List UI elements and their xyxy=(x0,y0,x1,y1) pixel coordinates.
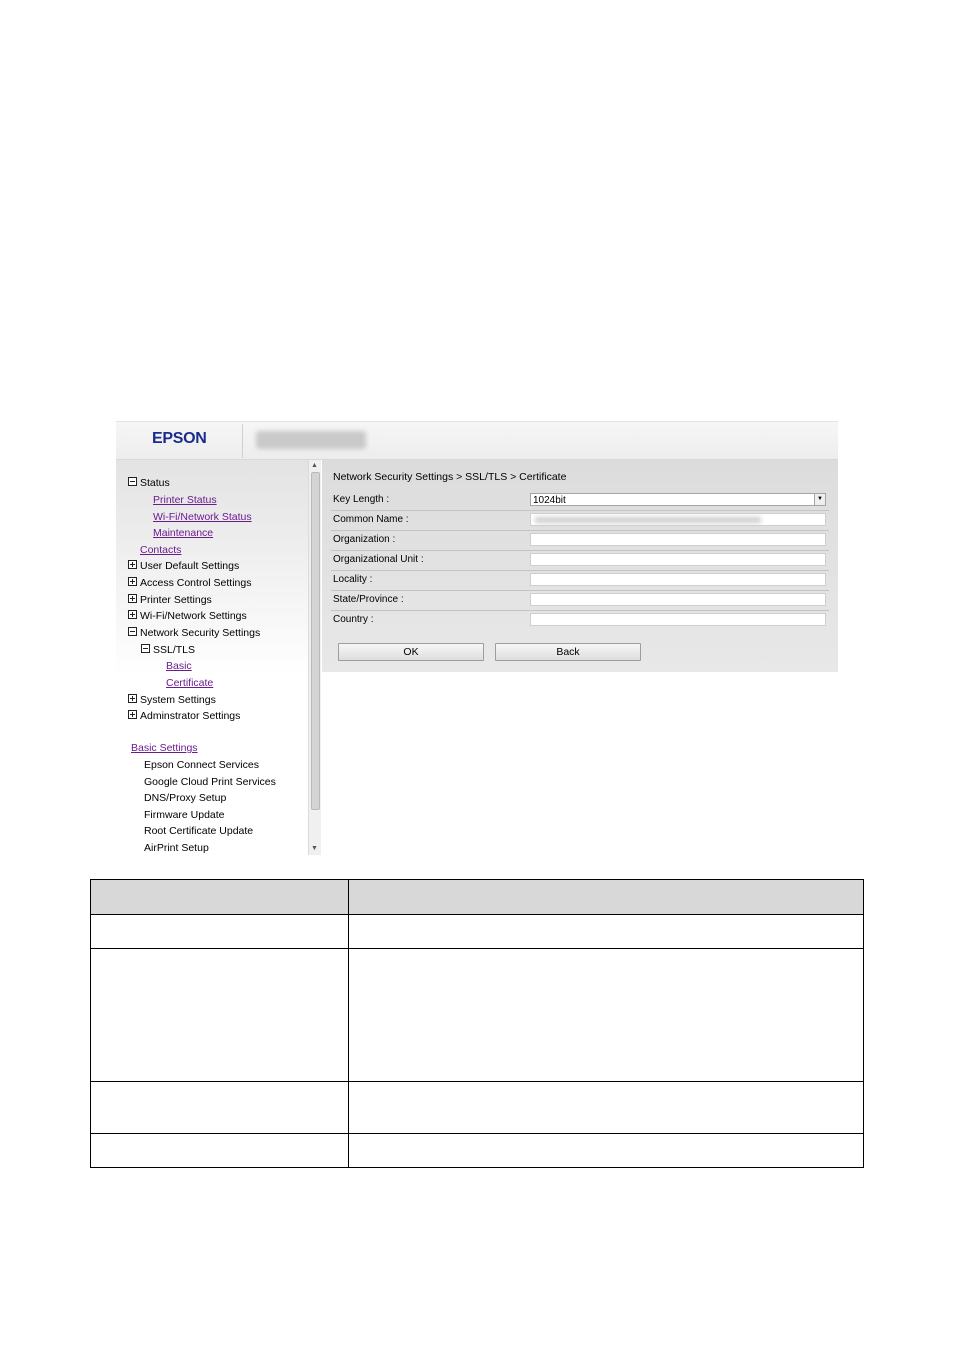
locality-field[interactable] xyxy=(530,573,826,586)
form-row-key-length xyxy=(331,491,829,511)
sidebar-link-basic[interactable]: Basic xyxy=(166,660,192,672)
printer-web-config-screenshot xyxy=(116,421,838,855)
ok-button[interactable]: OK xyxy=(338,643,484,661)
chevron-down-icon[interactable]: ▼ xyxy=(814,494,825,505)
table-cell xyxy=(349,949,864,1082)
table-cell xyxy=(349,1134,864,1168)
sidebar-item-root-certificate-update[interactable]: Root Certificate Update xyxy=(144,825,254,837)
common-name-field[interactable] xyxy=(530,513,826,526)
sidebar-scrollbar[interactable] xyxy=(308,460,321,855)
expand-icon[interactable] xyxy=(128,694,137,703)
state-province-label: State/Province : xyxy=(333,594,404,605)
organization-field[interactable] xyxy=(530,533,826,546)
main-content xyxy=(322,460,838,855)
table-cell xyxy=(349,1082,864,1134)
table-header-row xyxy=(91,880,864,915)
common-name-label: Common Name : xyxy=(333,514,409,525)
sidebar-item-user-default-settings[interactable]: User Default Settings xyxy=(128,559,239,573)
sidebar-link-printer-status[interactable]: Printer Status xyxy=(153,494,217,506)
scroll-thumb[interactable] xyxy=(311,472,320,810)
country-label: Country : xyxy=(333,614,374,625)
sidebar-link-wifi-network-status[interactable]: Wi-Fi/Network Status xyxy=(153,511,252,523)
organizational-unit-label: Organizational Unit : xyxy=(333,554,424,565)
organizational-unit-field[interactable] xyxy=(530,553,826,566)
sidebar-item-ssl-tls[interactable]: SSL/TLS xyxy=(141,643,195,657)
table-header-cell xyxy=(349,880,864,915)
expand-icon[interactable] xyxy=(128,594,137,603)
form-row-common-name xyxy=(331,511,829,531)
table-row xyxy=(91,915,864,949)
form-row-country xyxy=(331,611,829,630)
collapse-icon[interactable] xyxy=(128,627,137,636)
table-row xyxy=(91,1082,864,1134)
expand-icon[interactable] xyxy=(128,610,137,619)
back-button[interactable]: Back xyxy=(495,643,641,661)
state-province-field[interactable] xyxy=(530,593,826,606)
sidebar-link-basic-settings[interactable]: Basic Settings xyxy=(131,742,198,754)
table-cell xyxy=(91,1082,349,1134)
organization-label: Organization : xyxy=(333,534,396,545)
expand-icon[interactable] xyxy=(128,710,137,719)
expand-icon[interactable] xyxy=(128,560,137,569)
table-header-cell xyxy=(91,880,349,915)
country-field[interactable] xyxy=(530,613,826,626)
breadcrumb: Network Security Settings > SSL/TLS > Certificate xyxy=(333,471,567,483)
sidebar-link-certificate[interactable]: Certificate xyxy=(166,677,214,689)
form-row-locality xyxy=(331,571,829,591)
sidebar-item-wifi-network-settings[interactable]: Wi-Fi/Network Settings xyxy=(128,609,247,623)
table-cell xyxy=(91,915,349,949)
certificate-form xyxy=(322,460,838,672)
epson-logo: EPSON xyxy=(152,430,207,447)
form-row-state-province xyxy=(331,591,829,611)
header-bar xyxy=(116,421,838,460)
table-row xyxy=(91,949,864,1082)
collapse-icon[interactable] xyxy=(128,477,137,486)
sidebar-item-dns-proxy-setup[interactable]: DNS/Proxy Setup xyxy=(144,792,227,804)
sidebar-item-airprint-setup[interactable]: AirPrint Setup xyxy=(144,842,209,854)
form-row-organization xyxy=(331,531,829,551)
sidebar-item-administrator-settings[interactable]: Adminstrator Settings xyxy=(128,709,240,723)
sidebar-item-access-control-settings[interactable]: Access Control Settings xyxy=(128,576,251,590)
collapse-icon[interactable] xyxy=(141,644,150,653)
sidebar-item-system-settings[interactable]: System Settings xyxy=(128,693,216,707)
table-cell xyxy=(91,1134,349,1168)
header-divider xyxy=(242,424,243,458)
sidebar-item-status[interactable]: Status xyxy=(128,476,170,490)
model-name-redacted xyxy=(256,431,366,449)
locality-label: Locality : xyxy=(333,574,373,585)
key-length-label: Key Length : xyxy=(333,494,390,505)
sidebar-item-printer-settings[interactable]: Printer Settings xyxy=(128,593,212,607)
sidebar-item-google-cloud-print-services[interactable]: Google Cloud Print Services xyxy=(144,776,276,788)
sidebar-item-firmware-update[interactable]: Firmware Update xyxy=(144,809,225,821)
sidebar-link-contacts[interactable]: Contacts xyxy=(140,544,182,556)
table-cell xyxy=(91,949,349,1082)
form-row-organizational-unit xyxy=(331,551,829,571)
table-cell xyxy=(349,915,864,949)
expand-icon[interactable] xyxy=(128,577,137,586)
sidebar-item-network-security-settings[interactable]: Network Security Settings xyxy=(128,626,260,640)
settings-description-table xyxy=(90,879,864,1168)
scroll-down-icon[interactable]: ▼ xyxy=(311,845,318,852)
sidebar-nav xyxy=(116,460,308,855)
key-length-select[interactable]: 1024bit ▼ xyxy=(530,493,826,506)
common-name-redacted xyxy=(535,517,761,523)
scroll-up-icon[interactable]: ▲ xyxy=(311,462,318,469)
sidebar-item-epson-connect-services[interactable]: Epson Connect Services xyxy=(144,759,259,771)
sidebar-link-maintenance[interactable]: Maintenance xyxy=(153,527,214,539)
table-row xyxy=(91,1134,864,1168)
